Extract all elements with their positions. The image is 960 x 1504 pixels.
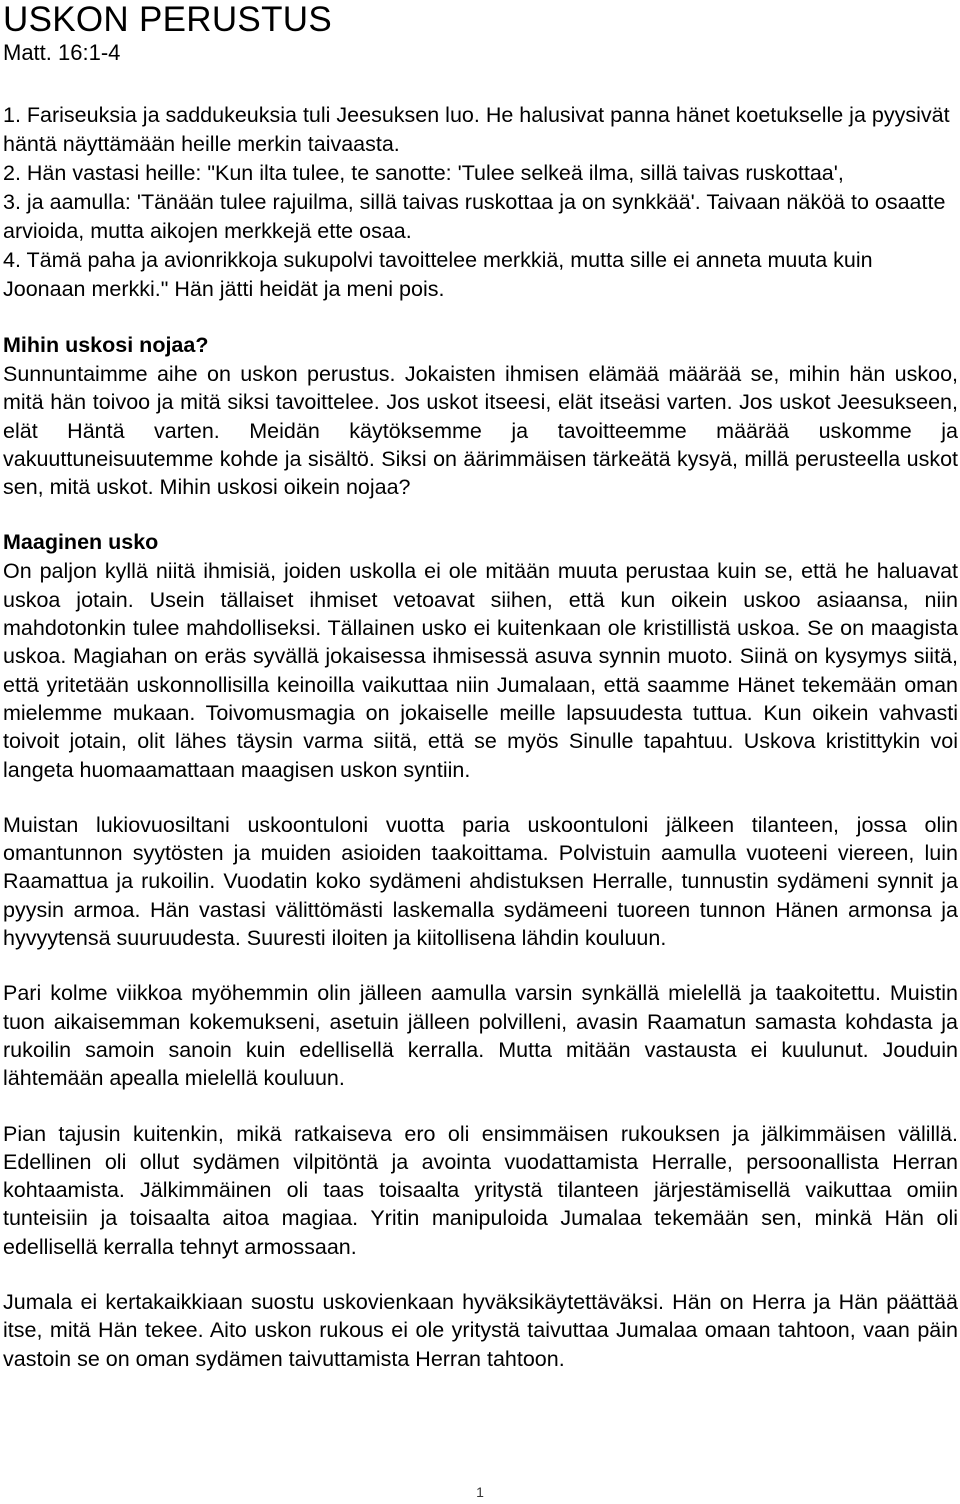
paragraph-3: Pian tajusin kuitenkin, mikä ratkaiseva ero oli ensimmäisen rukouksen ja jälkimmäisen välillä. Edellinen oli ollut sydämen vilpitöntä ja avointa vuodattamista Herralle, persoonallista Herran kohtaamista. Jälkimmäinen oli taas toisaalta yritystä tilanteen järjestämisellä vaikuttaa omiin tunteisiin ja toisaalta aitoa magiaa. Yritin manipuloida Jumalaa tekemään sen, minkä Hän oli edellisellä kerralla tehnyt armossaan. (3, 1121, 958, 1259)
section-body: Sunnuntaimme aihe on uskon perustus. Jokaisten ihmisen elämää määrää se, mihin hän uskoo, mitä hän toivoo ja mitä siksi tavoittelee. Jos uskot itseesi, elät itseäsi varten. Jos uskot Jeesukseen, elät Häntä varten. Meidän käytöksemme ja tavoitteemme määrää uskomme ja vakuuttuneisuutemme kohde ja sisältö. Siksi on äärimmäisen tärkeätä kysyä, millä perusteella uskot sen, mitä uskot. Mihin uskosi oikein nojaa? (3, 362, 958, 500)
section-maaginen-usko (3, 528, 958, 783)
paragraph-2: Pari kolme viikkoa myöhemmin olin jälleen aamulla varsin synkällä mielellä ja taakoitettu. Muistin tuon aikaisemman kokemukseni, asetuin jälleen polvilleni, avasin Raamatun samasta kohdasta ja rukoilin samoin sanoin kuin edellisellä kerralla. Mutta mitään vastausta ei kuulunut. Jouduin lähtemään apealla mielellä kouluun. (3, 981, 958, 1091)
document-title: USKON PERUSTUS (3, 0, 332, 39)
scripture-verses (3, 101, 958, 304)
page-number: 1 (476, 1484, 484, 1500)
section-heading: Mihin uskosi nojaa? (3, 333, 209, 357)
verse-1: 1. Fariseuksia ja saddukeuksia tuli Jeesuksen luo. He halusivat panna hänet koetukselle ja pyysivät häntä näyttämään heille merkin taivaasta. (3, 103, 950, 156)
paragraph-1: Muistan lukiovuosiltani uskoontuloni vuotta paria uskoontuloni jälkeen tilanteen, jossa olin omantunnon syytösten ja muiden asioiden taakoittama. Polvistuin aamulla vuoteeni viereen, luin Raamattua ja rukoilin. Vuodatin koko sydämeni ahdistuksen Herralle, tunnustin sydämeni synnit ja pyysin armoa. Hän vastasi välittömästi laskemalla sydämeeni tuoreen tunnon Hänen armonsa ja hyvyytensä suuruudesta. Suuresti iloiten ja kiitollisena lähdin kouluun. (3, 812, 958, 951)
verse-4: 4. Tämä paha ja avionrikkoja sukupolvi tavoittelee merkkiä, mutta sille ei anneta muuta kuin Joonaan merkki." Hän jätti heidät ja meni pois. (3, 248, 873, 301)
document-page (3, 0, 958, 1373)
section-mihin-uskosi-nojaa (3, 331, 958, 501)
scripture-reference: Matt. 16:1-4 (3, 40, 121, 65)
paragraph-4: Jumala ei kertakaikkiaan suostu uskovienkaan hyväksikäytettäväksi. Hän on Herra ja Hän päättää itse, mitä Hän tekee. Aito uskon rukous ei ole yritystä taivuttaa Jumalaa omaan tahtoon, vaan päin vastoin se on oman sydämen taivuttamista Herran tahtoon. (3, 1290, 958, 1371)
verse-2: 2. Hän vastasi heille: "Kun ilta tulee, te sanotte: 'Tulee selkeä ilma, sillä taivas ruskottaa', (3, 161, 844, 185)
verse-3: 3. ja aamulla: 'Tänään tulee rajuilma, sillä taivas ruskottaa ja on synkkää'. Taivaan näköä to osaatte arvioida, mutta aikojen merkkejä ette osaa. (3, 190, 946, 243)
section-heading: Maaginen usko (3, 530, 159, 555)
section-body: On paljon kyllä niitä ihmisiä, joiden uskolla ei ole mitään muuta perustaa kuin se, että he haluavat uskoa jotain. Usein tällaiset ihmiset vetoavat siihen, että kun oikein uskoo asiaansa, niin mahdotonkin tulee mahdolliseksi. Tällainen usko ei kuitenkaan ole kristillistä uskoa. Se on maagista uskoa. Magiahan on eräs syvällä jokaisessa ihmisessä asuva synnin muoto. Siinä on kysymys siitä, että yritetään uskonnollisilla keinoilla vaikuttaa niin Jumalaan, että saamme Hänet tekemään oman mielemme mukaan. Toivomusmagia on jokaiselle meille lapsuudesta tuttua. Kun oikein vahvasti toivoit jotain, olit lähes täysin varma siitä, että se myös Sinulle tapahtuu. Uskova kristittykin voi langeta huomaamattaan maagisen uskon syntiin. (3, 559, 958, 782)
